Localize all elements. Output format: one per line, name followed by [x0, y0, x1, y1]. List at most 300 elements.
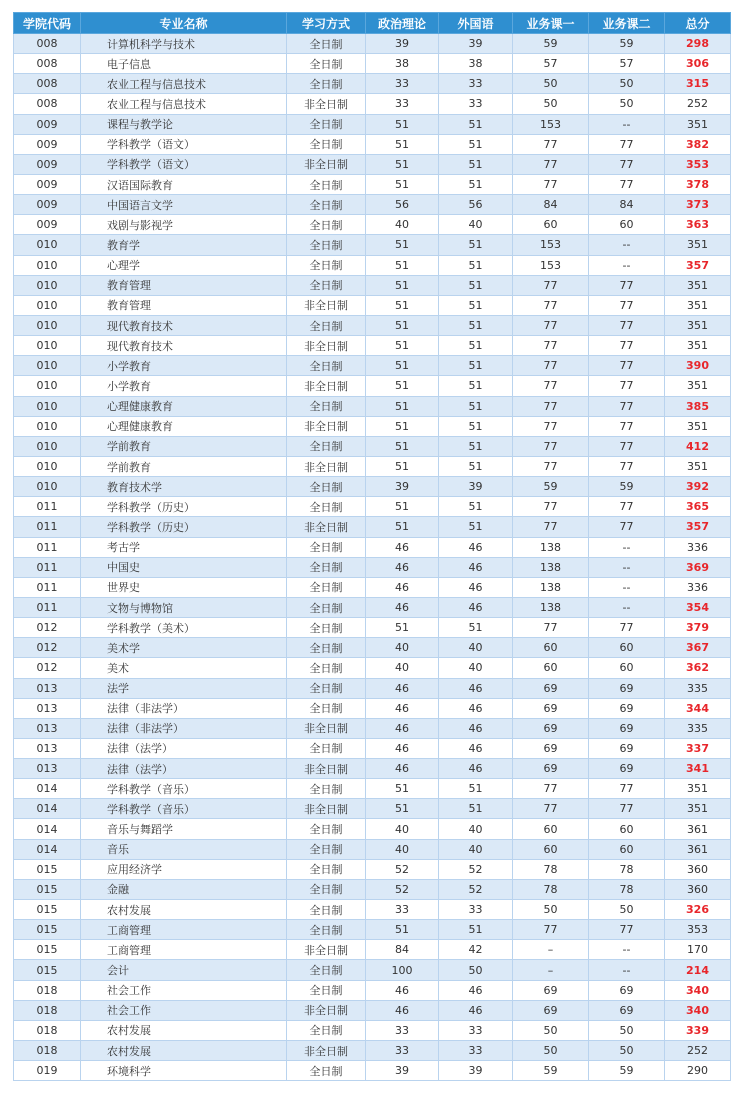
total-score-cell: 385 — [665, 396, 731, 416]
college-code-cell: 009 — [14, 114, 81, 134]
table-row — [14, 497, 731, 517]
study-mode-cell: 全日制 — [287, 678, 366, 698]
language-score-cell: 51 — [439, 315, 513, 335]
study-mode-cell: 全日制 — [287, 74, 366, 94]
total-score-cell: 252 — [665, 94, 731, 114]
table-row — [14, 819, 731, 839]
major-name-cell: 教育技术学 — [81, 477, 287, 497]
politics-score-cell: 46 — [366, 1000, 439, 1020]
politics-score-cell: 33 — [366, 1041, 439, 1061]
study-mode-cell: 全日制 — [287, 275, 366, 295]
course-two-score-cell: 50 — [589, 1020, 665, 1040]
politics-score-cell: 40 — [366, 658, 439, 678]
course-two-score-cell: 77 — [589, 174, 665, 194]
politics-score-cell: 51 — [366, 235, 439, 255]
course-two-score-cell: 77 — [589, 315, 665, 335]
table-row — [14, 537, 731, 557]
major-name-cell: 音乐 — [81, 839, 287, 859]
major-name-cell: 文物与博物馆 — [81, 597, 287, 617]
total-score-cell: 351 — [665, 275, 731, 295]
politics-score-cell: 52 — [366, 879, 439, 899]
table-row — [14, 879, 731, 899]
major-name-cell: 社会工作 — [81, 1000, 287, 1020]
language-score-cell: 51 — [439, 779, 513, 799]
study-mode-cell: 非全日制 — [287, 94, 366, 114]
total-score-cell: 362 — [665, 658, 731, 678]
course-one-score-cell: 59 — [513, 1061, 589, 1081]
politics-score-cell: 84 — [366, 940, 439, 960]
table-row — [14, 779, 731, 799]
language-score-cell: 51 — [439, 174, 513, 194]
major-name-cell: 小学教育 — [81, 356, 287, 376]
table-row — [14, 1041, 731, 1061]
college-code-cell: 019 — [14, 1061, 81, 1081]
course-one-score-cell: 138 — [513, 577, 589, 597]
course-two-score-cell: 77 — [589, 376, 665, 396]
course-two-score-cell: 77 — [589, 336, 665, 356]
table-row — [14, 436, 731, 456]
language-score-cell: 39 — [439, 477, 513, 497]
major-name-cell: 社会工作 — [81, 980, 287, 1000]
table-row — [14, 235, 731, 255]
table-row — [14, 34, 731, 54]
total-score-cell: 351 — [665, 799, 731, 819]
course-one-score-cell: 77 — [513, 275, 589, 295]
study-mode-cell: 非全日制 — [287, 718, 366, 738]
course-two-score-cell: 60 — [589, 638, 665, 658]
table-row — [14, 275, 731, 295]
politics-score-cell: 33 — [366, 74, 439, 94]
course-one-score-cell: 50 — [513, 1020, 589, 1040]
total-score-cell: 354 — [665, 597, 731, 617]
politics-score-cell: 46 — [366, 597, 439, 617]
college-code-cell: 010 — [14, 255, 81, 275]
table-row — [14, 577, 731, 597]
course-two-score-cell: 60 — [589, 819, 665, 839]
table-row — [14, 174, 731, 194]
language-score-cell: 46 — [439, 537, 513, 557]
college-code-cell: 011 — [14, 577, 81, 597]
course-two-score-cell: 77 — [589, 436, 665, 456]
college-code-cell: 009 — [14, 195, 81, 215]
politics-score-cell: 51 — [366, 295, 439, 315]
college-code-cell: 013 — [14, 678, 81, 698]
course-two-score-cell: 77 — [589, 356, 665, 376]
major-name-cell: 学科教学（音乐） — [81, 799, 287, 819]
course-two-score-cell: 50 — [589, 1041, 665, 1061]
language-score-cell: 40 — [439, 839, 513, 859]
table-row — [14, 376, 731, 396]
language-score-cell: 40 — [439, 215, 513, 235]
course-two-score-cell: 78 — [589, 879, 665, 899]
study-mode-cell: 非全日制 — [287, 1041, 366, 1061]
major-name-cell: 教育学 — [81, 235, 287, 255]
politics-score-cell: 46 — [366, 738, 439, 758]
total-score-cell: 336 — [665, 577, 731, 597]
header-course-two: 业务课二 — [589, 13, 665, 34]
total-score-cell: 412 — [665, 436, 731, 456]
study-mode-cell: 全日制 — [287, 54, 366, 74]
politics-score-cell: 39 — [366, 34, 439, 54]
total-score-cell: 340 — [665, 1000, 731, 1020]
college-code-cell: 015 — [14, 960, 81, 980]
course-two-score-cell: 57 — [589, 54, 665, 74]
politics-score-cell: 52 — [366, 859, 439, 879]
total-score-cell: 340 — [665, 980, 731, 1000]
course-one-score-cell: 138 — [513, 597, 589, 617]
course-one-score-cell: 77 — [513, 356, 589, 376]
language-score-cell: 33 — [439, 900, 513, 920]
major-name-cell: 美术 — [81, 658, 287, 678]
study-mode-cell: 非全日制 — [287, 940, 366, 960]
language-score-cell: 51 — [439, 416, 513, 436]
politics-score-cell: 39 — [366, 1061, 439, 1081]
course-one-score-cell: 69 — [513, 738, 589, 758]
major-name-cell: 学科教学（语文） — [81, 154, 287, 174]
course-one-score-cell: 77 — [513, 336, 589, 356]
politics-score-cell: 51 — [366, 174, 439, 194]
college-code-cell: 018 — [14, 1000, 81, 1020]
table-header — [14, 13, 731, 34]
college-code-cell: 015 — [14, 900, 81, 920]
language-score-cell: 33 — [439, 1041, 513, 1061]
table-row — [14, 215, 731, 235]
study-mode-cell: 全日制 — [287, 497, 366, 517]
total-score-cell: 351 — [665, 114, 731, 134]
table-row — [14, 1020, 731, 1040]
table-row — [14, 336, 731, 356]
total-score-cell: 357 — [665, 255, 731, 275]
language-score-cell: 46 — [439, 1000, 513, 1020]
table-row — [14, 678, 731, 698]
total-score-cell: 298 — [665, 34, 731, 54]
score-table-container — [13, 12, 730, 1081]
total-score-cell: 214 — [665, 960, 731, 980]
language-score-cell: 56 — [439, 195, 513, 215]
study-mode-cell: 全日制 — [287, 215, 366, 235]
college-code-cell: 010 — [14, 456, 81, 476]
language-score-cell: 51 — [439, 336, 513, 356]
course-one-score-cell: 69 — [513, 980, 589, 1000]
study-mode-cell: 全日制 — [287, 980, 366, 1000]
major-name-cell: 学科教学（语文） — [81, 134, 287, 154]
politics-score-cell: 51 — [366, 356, 439, 376]
study-mode-cell: 非全日制 — [287, 376, 366, 396]
table-row — [14, 114, 731, 134]
course-one-score-cell: 69 — [513, 759, 589, 779]
politics-score-cell: 51 — [366, 336, 439, 356]
course-one-score-cell: 78 — [513, 859, 589, 879]
total-score-cell: 378 — [665, 174, 731, 194]
major-name-cell: 学前教育 — [81, 436, 287, 456]
course-one-score-cell: – — [513, 940, 589, 960]
language-score-cell: 51 — [439, 517, 513, 537]
language-score-cell: 33 — [439, 1020, 513, 1040]
major-name-cell: 应用经济学 — [81, 859, 287, 879]
table-row — [14, 1061, 731, 1081]
course-one-score-cell: 77 — [513, 456, 589, 476]
total-score-cell: 337 — [665, 738, 731, 758]
course-one-score-cell: 77 — [513, 174, 589, 194]
politics-score-cell: 38 — [366, 54, 439, 74]
study-mode-cell: 非全日制 — [287, 416, 366, 436]
course-two-score-cell: 59 — [589, 477, 665, 497]
course-one-score-cell: – — [513, 960, 589, 980]
major-name-cell: 音乐与舞蹈学 — [81, 819, 287, 839]
college-code-cell: 015 — [14, 920, 81, 940]
language-score-cell: 51 — [439, 295, 513, 315]
language-score-cell: 51 — [439, 114, 513, 134]
major-name-cell: 法学 — [81, 678, 287, 698]
table-row — [14, 557, 731, 577]
total-score-cell: 336 — [665, 537, 731, 557]
total-score-cell: 390 — [665, 356, 731, 376]
politics-score-cell: 51 — [366, 436, 439, 456]
major-name-cell: 法律（法学） — [81, 759, 287, 779]
major-name-cell: 工商管理 — [81, 920, 287, 940]
course-two-score-cell: 69 — [589, 1000, 665, 1020]
politics-score-cell: 46 — [366, 537, 439, 557]
course-two-score-cell: -- — [589, 255, 665, 275]
language-score-cell: 46 — [439, 577, 513, 597]
college-code-cell: 013 — [14, 698, 81, 718]
college-code-cell: 014 — [14, 839, 81, 859]
total-score-cell: 315 — [665, 74, 731, 94]
header-study-mode: 学习方式 — [287, 13, 366, 34]
course-one-score-cell: 138 — [513, 537, 589, 557]
course-one-score-cell: 77 — [513, 436, 589, 456]
politics-score-cell: 46 — [366, 678, 439, 698]
total-score-cell: 351 — [665, 336, 731, 356]
language-score-cell: 38 — [439, 54, 513, 74]
course-two-score-cell: 69 — [589, 980, 665, 1000]
header-foreign-language: 外国语 — [439, 13, 513, 34]
language-score-cell: 51 — [439, 235, 513, 255]
study-mode-cell: 全日制 — [287, 195, 366, 215]
total-score-cell: 290 — [665, 1061, 731, 1081]
table-row — [14, 799, 731, 819]
politics-score-cell: 51 — [366, 517, 439, 537]
total-score-cell: 367 — [665, 638, 731, 658]
language-score-cell: 51 — [439, 920, 513, 940]
college-code-cell: 013 — [14, 718, 81, 738]
politics-score-cell: 51 — [366, 920, 439, 940]
course-one-score-cell: 59 — [513, 34, 589, 54]
total-score-cell: 335 — [665, 718, 731, 738]
study-mode-cell: 全日制 — [287, 839, 366, 859]
table-row — [14, 597, 731, 617]
total-score-cell: 306 — [665, 54, 731, 74]
total-score-cell: 170 — [665, 940, 731, 960]
major-name-cell: 戏剧与影视学 — [81, 215, 287, 235]
college-code-cell: 018 — [14, 980, 81, 1000]
major-name-cell: 课程与教学论 — [81, 114, 287, 134]
language-score-cell: 52 — [439, 879, 513, 899]
major-name-cell: 计算机科学与技术 — [81, 34, 287, 54]
course-one-score-cell: 77 — [513, 315, 589, 335]
table-row — [14, 54, 731, 74]
politics-score-cell: 51 — [366, 779, 439, 799]
language-score-cell: 33 — [439, 94, 513, 114]
course-two-score-cell: 77 — [589, 396, 665, 416]
language-score-cell: 52 — [439, 859, 513, 879]
politics-score-cell: 51 — [366, 456, 439, 476]
course-two-score-cell: 77 — [589, 517, 665, 537]
study-mode-cell: 全日制 — [287, 34, 366, 54]
table-row — [14, 658, 731, 678]
college-code-cell: 011 — [14, 497, 81, 517]
course-two-score-cell: 77 — [589, 497, 665, 517]
language-score-cell: 39 — [439, 34, 513, 54]
college-code-cell: 010 — [14, 436, 81, 456]
course-one-score-cell: 60 — [513, 819, 589, 839]
study-mode-cell: 非全日制 — [287, 1000, 366, 1020]
course-one-score-cell: 50 — [513, 1041, 589, 1061]
table-row — [14, 920, 731, 940]
total-score-cell: 353 — [665, 154, 731, 174]
language-score-cell: 51 — [439, 396, 513, 416]
total-score-cell: 351 — [665, 376, 731, 396]
table-row — [14, 940, 731, 960]
politics-score-cell: 46 — [366, 980, 439, 1000]
course-one-score-cell: 60 — [513, 215, 589, 235]
table-row — [14, 900, 731, 920]
total-score-cell: 335 — [665, 678, 731, 698]
politics-score-cell: 46 — [366, 557, 439, 577]
table-row — [14, 134, 731, 154]
total-score-cell: 252 — [665, 1041, 731, 1061]
course-one-score-cell: 69 — [513, 1000, 589, 1020]
course-one-score-cell: 50 — [513, 900, 589, 920]
politics-score-cell: 51 — [366, 134, 439, 154]
study-mode-cell: 全日制 — [287, 114, 366, 134]
table-row — [14, 74, 731, 94]
study-mode-cell: 全日制 — [287, 235, 366, 255]
language-score-cell: 46 — [439, 678, 513, 698]
table-row — [14, 718, 731, 738]
major-name-cell: 农村发展 — [81, 1041, 287, 1061]
course-two-score-cell: 77 — [589, 779, 665, 799]
total-score-cell: 341 — [665, 759, 731, 779]
course-two-score-cell: -- — [589, 960, 665, 980]
course-two-score-cell: -- — [589, 537, 665, 557]
college-code-cell: 012 — [14, 638, 81, 658]
header-course-one: 业务课一 — [513, 13, 589, 34]
total-score-cell: 373 — [665, 195, 731, 215]
course-two-score-cell: -- — [589, 114, 665, 134]
table-row — [14, 839, 731, 859]
study-mode-cell: 非全日制 — [287, 456, 366, 476]
language-score-cell: 51 — [439, 255, 513, 275]
total-score-cell: 360 — [665, 879, 731, 899]
study-mode-cell: 全日制 — [287, 618, 366, 638]
header-politics: 政治理论 — [366, 13, 439, 34]
college-code-cell: 012 — [14, 618, 81, 638]
header-major-name: 专业名称 — [81, 13, 287, 34]
course-two-score-cell: 60 — [589, 839, 665, 859]
politics-score-cell: 100 — [366, 960, 439, 980]
total-score-cell: 361 — [665, 819, 731, 839]
major-name-cell: 农村发展 — [81, 900, 287, 920]
language-score-cell: 51 — [439, 134, 513, 154]
table-row — [14, 356, 731, 376]
politics-score-cell: 51 — [366, 799, 439, 819]
politics-score-cell: 51 — [366, 255, 439, 275]
politics-score-cell: 46 — [366, 759, 439, 779]
major-name-cell: 学科教学（历史） — [81, 497, 287, 517]
table-row — [14, 638, 731, 658]
course-two-score-cell: 77 — [589, 618, 665, 638]
course-two-score-cell: 69 — [589, 718, 665, 738]
table-row — [14, 738, 731, 758]
total-score-cell: 357 — [665, 517, 731, 537]
major-name-cell: 世界史 — [81, 577, 287, 597]
language-score-cell: 40 — [439, 819, 513, 839]
language-score-cell: 40 — [439, 658, 513, 678]
politics-score-cell: 40 — [366, 638, 439, 658]
total-score-cell: 351 — [665, 315, 731, 335]
study-mode-cell: 全日制 — [287, 1061, 366, 1081]
course-two-score-cell: 77 — [589, 134, 665, 154]
score-table — [13, 12, 731, 1081]
course-two-score-cell: 77 — [589, 920, 665, 940]
politics-score-cell: 51 — [366, 416, 439, 436]
language-score-cell: 51 — [439, 356, 513, 376]
major-name-cell: 农村发展 — [81, 1020, 287, 1040]
college-code-cell: 018 — [14, 1041, 81, 1061]
major-name-cell: 心理学 — [81, 255, 287, 275]
major-name-cell: 学科教学（历史） — [81, 517, 287, 537]
major-name-cell: 中国史 — [81, 557, 287, 577]
study-mode-cell: 全日制 — [287, 819, 366, 839]
politics-score-cell: 33 — [366, 94, 439, 114]
total-score-cell: 365 — [665, 497, 731, 517]
college-code-cell: 013 — [14, 738, 81, 758]
politics-score-cell: 46 — [366, 718, 439, 738]
language-score-cell: 46 — [439, 557, 513, 577]
language-score-cell: 51 — [439, 436, 513, 456]
total-score-cell: 369 — [665, 557, 731, 577]
study-mode-cell: 全日制 — [287, 537, 366, 557]
total-score-cell: 326 — [665, 900, 731, 920]
major-name-cell: 现代教育技术 — [81, 315, 287, 335]
politics-score-cell: 40 — [366, 215, 439, 235]
major-name-cell: 美术学 — [81, 638, 287, 658]
course-two-score-cell: -- — [589, 597, 665, 617]
major-name-cell: 电子信息 — [81, 54, 287, 74]
study-mode-cell: 全日制 — [287, 738, 366, 758]
language-score-cell: 51 — [439, 456, 513, 476]
major-name-cell: 学前教育 — [81, 456, 287, 476]
study-mode-cell: 全日制 — [287, 577, 366, 597]
total-score-cell: 379 — [665, 618, 731, 638]
course-two-score-cell: 50 — [589, 74, 665, 94]
college-code-cell: 010 — [14, 336, 81, 356]
total-score-cell: 363 — [665, 215, 731, 235]
course-one-score-cell: 77 — [513, 154, 589, 174]
college-code-cell: 009 — [14, 134, 81, 154]
college-code-cell: 015 — [14, 940, 81, 960]
table-row — [14, 980, 731, 1000]
college-code-cell: 010 — [14, 376, 81, 396]
total-score-cell: 344 — [665, 698, 731, 718]
college-code-cell: 008 — [14, 54, 81, 74]
study-mode-cell: 全日制 — [287, 920, 366, 940]
total-score-cell: 351 — [665, 295, 731, 315]
course-one-score-cell: 153 — [513, 114, 589, 134]
course-two-score-cell: 69 — [589, 678, 665, 698]
course-two-score-cell: 60 — [589, 215, 665, 235]
